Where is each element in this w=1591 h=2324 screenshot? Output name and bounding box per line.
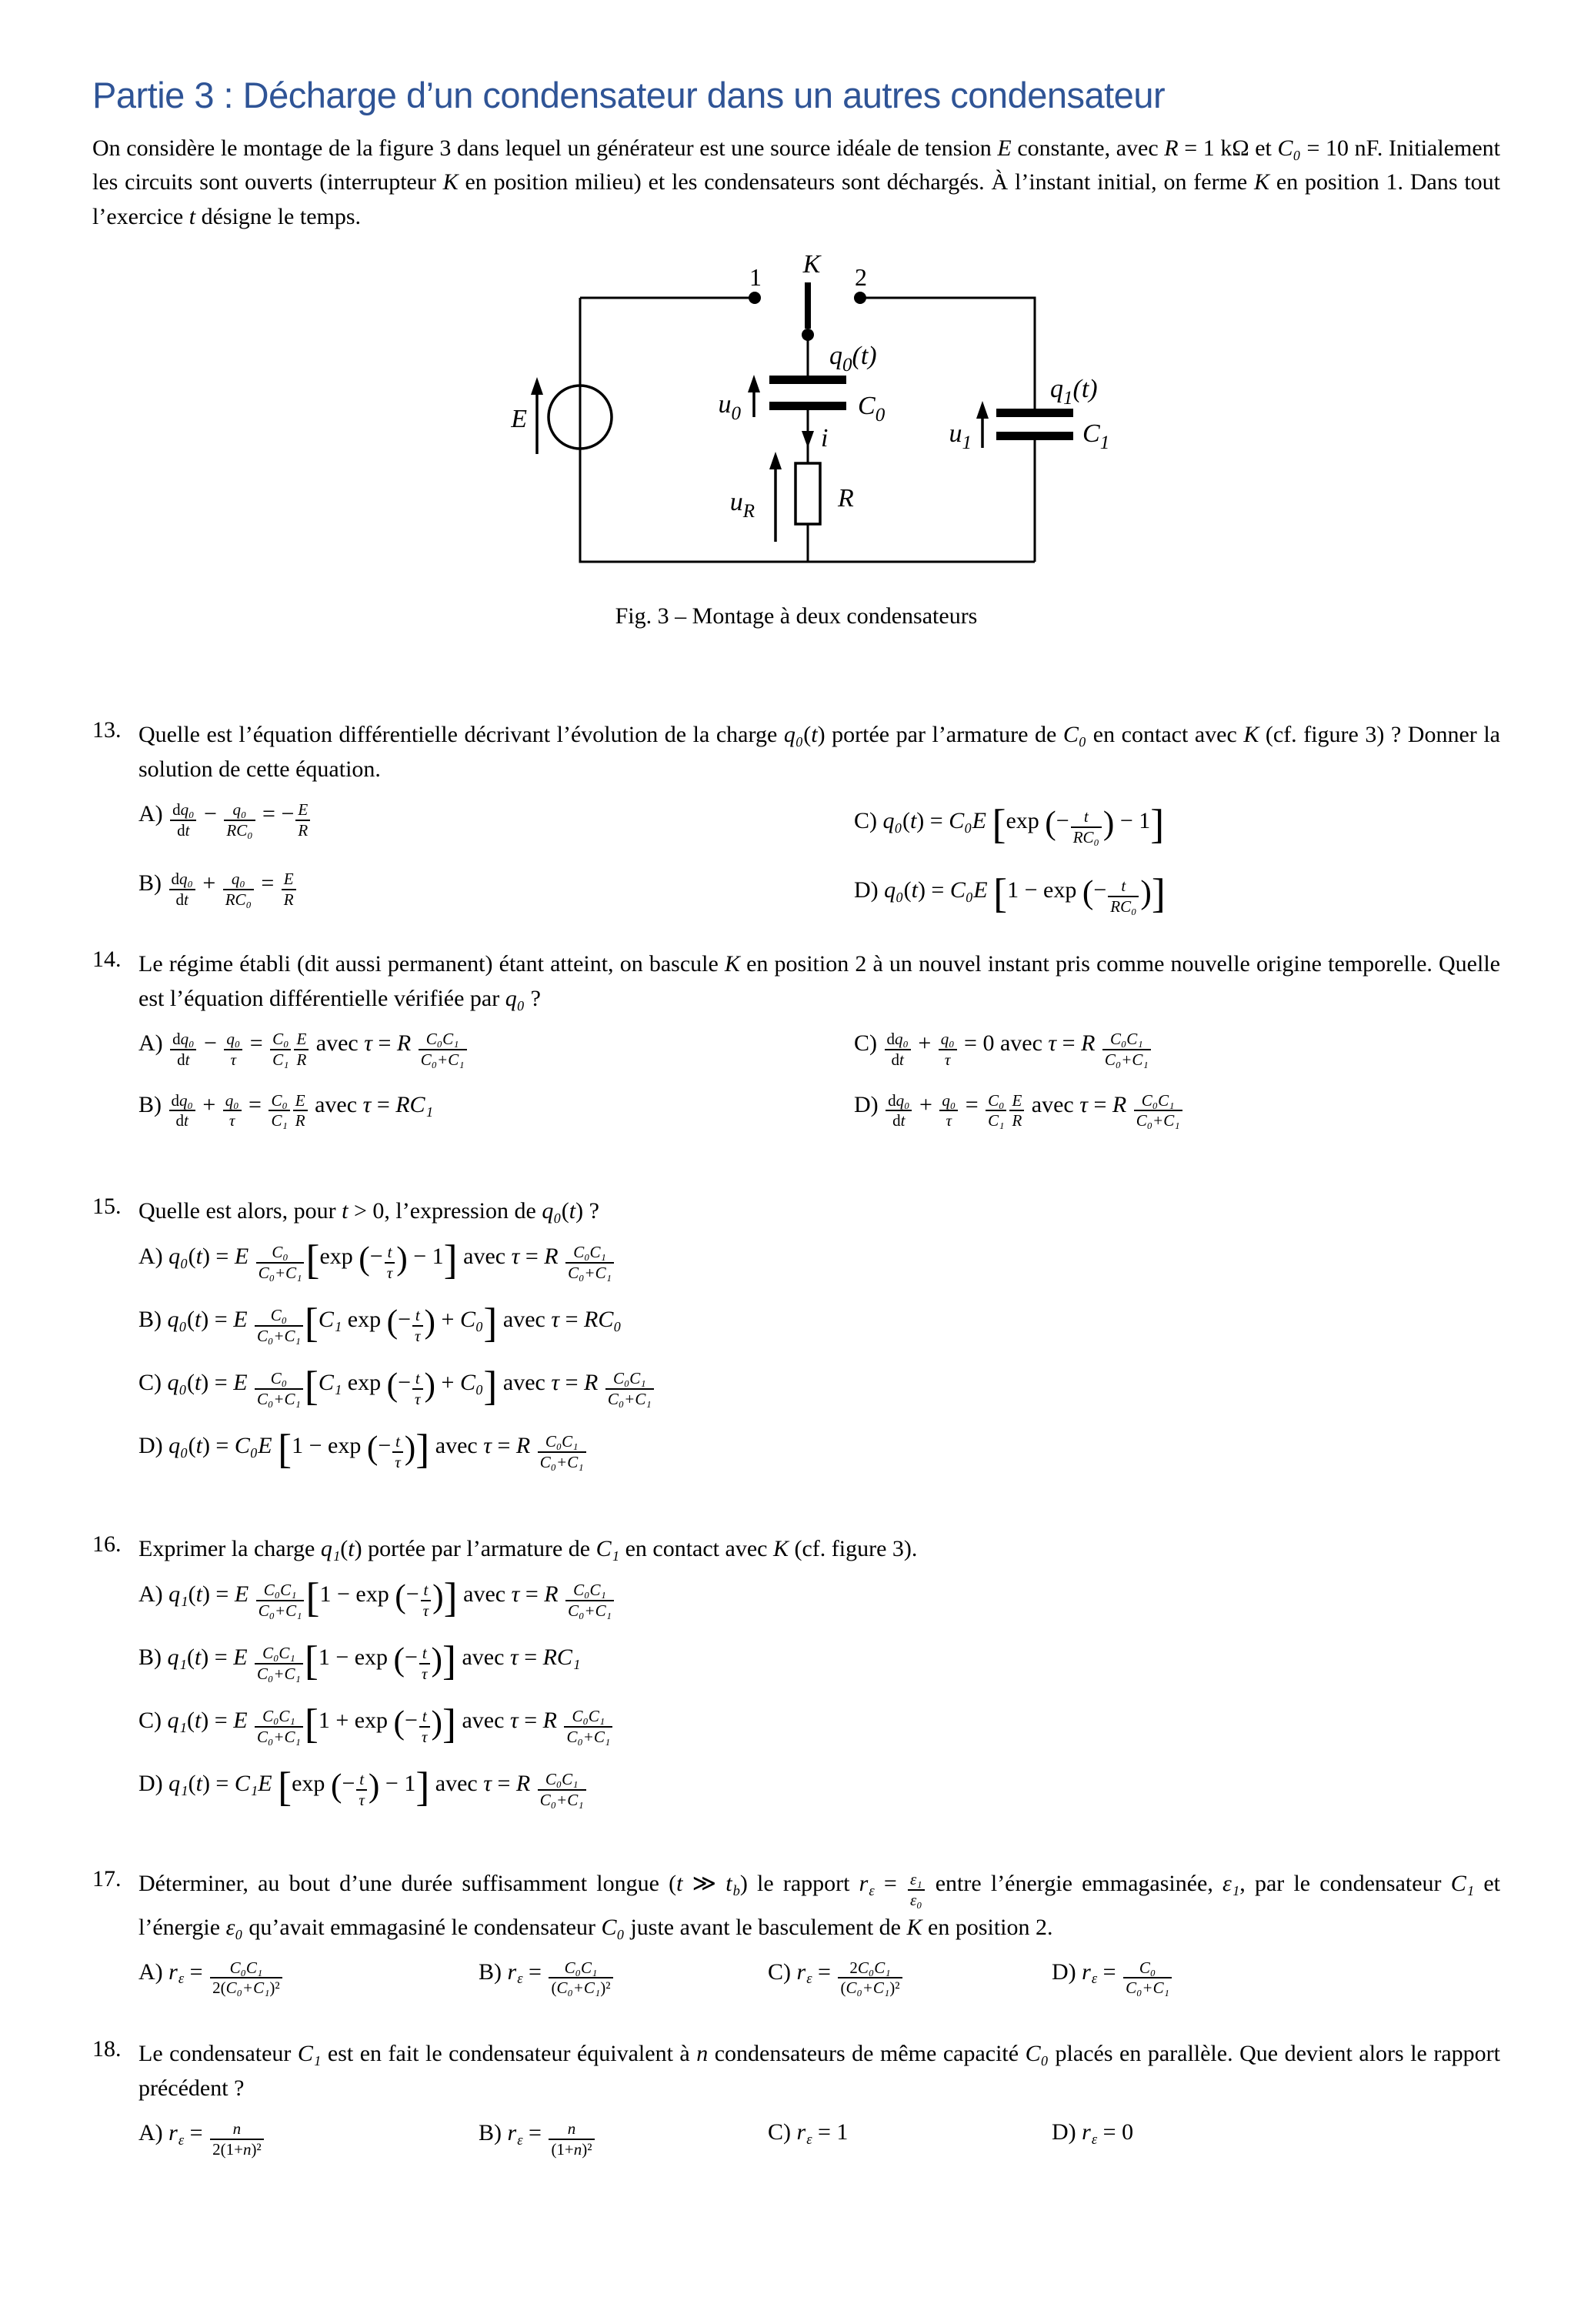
option-D: D) $\frac{\text{dq₀}}{dt}$ + $\frac{\text{q₀}}{\tau}$ = $\frac{\text{C₀}}{\text{C₁}}$ $\frac{E}{R}$ avec τ = R $\frac{\text{C₀C₁}}{\text{C₀+C₁}}$: [854, 1091, 1500, 1131]
question-number: 16.: [92, 1531, 122, 1558]
option-D: D) q₀(t) = C₀E [1 − exp (− $\frac{t}{\text{RC₀}}$ )]: [854, 870, 1166, 917]
question-options: [138, 1574, 1500, 1811]
label-E: E: [511, 405, 527, 434]
resistor-R: [769, 452, 820, 542]
arrow-u1: [976, 401, 989, 419]
circuit-diagram: [481, 240, 1158, 598]
question-number: 14.: [92, 947, 122, 973]
question-17: [92, 1866, 1500, 2013]
option-B: B) $\frac{\text{dq₀}}{dt}$ + $\frac{\text{q₀}}{\tau}$ = $\frac{\text{C₀}}{\text{C₁}}$ $\frac{E}{R}$ avec τ = RC₁: [138, 1090, 433, 1130]
label-i: i: [821, 424, 829, 453]
label-u1: $u_1$: [949, 419, 972, 454]
question-options: [138, 794, 1500, 933]
question-text: Le condensateur C₁ est en fait le condensateur équivalent à n condensateurs de même capacité C₀ placés en parallèle. Que devient alors le rapport précédent ?: [138, 2041, 1500, 2102]
option-D: D) q₁(t) = C₁E [exp (− $\frac{t}{\tau}$ ) − 1] avec τ = R $\frac{\text{C₀C₁}}{\text{C₀+C₁}}$: [138, 1763, 1500, 1811]
option-B: B) q₀(t) = E $\frac{\text{C₀}}{\text{C₀+C₁}}$ [C₁ exp (− $\frac{t}{\tau}$ ) + C₀] avec τ = RC₀: [138, 1300, 622, 1347]
option-B: B) q₁(t) = E $\frac{\text{C₀C₁}}{\text{C₀+C₁}}$ [1 − exp (− $\frac{t}{\tau}$ )] avec τ = RC₁: [138, 1638, 581, 1685]
option-C: C) q₀(t) = C₀E [exp (− $\frac{t}{\text{RC₀}}$ ) − 1]: [854, 801, 1165, 848]
option-D: D) rε = $\frac{\text{C₀}}{\text{C₀+C₁}}$: [1052, 1958, 1500, 1998]
arrow-uR: [769, 452, 782, 469]
option-A: A) q₁(t) = E $\frac{\text{C₀C₁}}{\text{C₀+C₁}}$ [1 − exp (− $\frac{t}{\tau}$ )] avec τ = R $\frac{\text{C₀C₁}}{\text{C₀+C₁}}$: [138, 1574, 1500, 1621]
label-q1: $q_1(t)$: [1050, 375, 1098, 409]
question-number: 13.: [92, 717, 122, 743]
option-C: C) q₁(t) = E $\frac{\text{C₀C₁}}{\text{C₀+C₁}}$ [1 + exp (− $\frac{t}{\tau}$ )] avec τ = R $\frac{\text{C₀C₁}}{\text{C₀+C₁}}$: [138, 1700, 1500, 1748]
option-D: D) rε = 0: [1052, 2119, 1134, 2148]
source-E: [531, 377, 612, 454]
figure-caption: Fig. 3 – Montage à deux condensateurs: [615, 603, 978, 629]
option-C: C) $\frac{\text{dq₀}}{dt}$ + $\frac{\text{q₀}}{\tau}$ = 0 avec τ = R $\frac{\text{C₀C₁}}{\text{C₀+C₁}}$: [854, 1030, 1500, 1070]
page-title: Partie 3 : Décharge d’un condensateur dans un autres condensateur: [92, 75, 1166, 115]
label-pos1: 1: [749, 263, 762, 292]
label-q0: $q_0(t)$: [829, 342, 877, 376]
question-options: [138, 1236, 1500, 1473]
capacitor-C1: [976, 401, 1073, 448]
question-18: [92, 2036, 1500, 2175]
intro-paragraph: On considère le montage de la figure 3 dans lequel un générateur est une source idéale de tension E constante, avec R = 1 kΩ et C₀ = 10 nF. Initialement les circuits sont ouverts (interrupteur K en position milieu) et les condensateurs sont déchargés. À l’instant initial, on ferme K en position 1. Dans tout l’exercice t désigne le temps.: [92, 135, 1500, 229]
option-A: A) $\frac{\text{dq₀}}{dt}$ − $\frac{\text{q₀}}{\tau}$ = $\frac{\text{C₀}}{\text{C₁}}$ $\frac{E}{R}$ avec τ = R $\frac{\text{C₀C₁}}{\text{C₀+C₁}}$: [138, 1030, 854, 1070]
question-text: Quelle est alors, pour t > 0, l’expression de q₀(t) ?: [138, 1198, 599, 1224]
option-A: A) q₀(t) = E $\frac{\text{C₀}}{\text{C₀+C₁}}$ [exp (− $\frac{t}{\tau}$ ) − 1] avec τ = R $\frac{\text{C₀C₁}}{\text{C₀+C₁}}$: [138, 1236, 1500, 1284]
arrow-E: [531, 377, 543, 395]
label-C0: $C_0$: [858, 392, 886, 426]
arrow-u0: [748, 375, 760, 392]
label-C1: $C_1$: [1082, 419, 1110, 454]
option-A: A) rε = $\frac{n}{\text{2(1+n)²}}$: [138, 2119, 479, 2159]
arrow-i: [802, 431, 814, 448]
page: [0, 74, 1591, 2175]
question-13: [92, 717, 1500, 933]
question-text: Déterminer, au bout d’une durée suffisamment longue (t ≫ tb) le rapport rε = $\frac{\text{ε₁}}{\text{ε₀}}$ entre l’énergie emmagasinée, ε₁, par le condensateur C₁ et l’énergie ε₀ qu’avait emmagasiné le condensateur C₀ juste avant le basculement de K en position 2.: [138, 1870, 1501, 1940]
switch-K: [749, 282, 866, 341]
option-C: C) rε = $\frac{\text{2C₀C₁}}{\text{(C₀+C₁)²}}$: [768, 1958, 1052, 1998]
question-options: [138, 1023, 1500, 1146]
figure-3: [92, 240, 1500, 671]
question-16: [92, 1531, 1500, 1826]
option-C: C) q₀(t) = E $\frac{\text{C₀}}{\text{C₀+C₁}}$ [C₁ exp (− $\frac{t}{\tau}$ ) + C₀] avec τ = R $\frac{\text{C₀C₁}}{\text{C₀+C₁}}$: [138, 1362, 1500, 1410]
question-text: Exprimer la charge q₁(t) portée par l’armature de C₁ en contact avec K (cf. figure 3).: [138, 1536, 918, 1562]
option-B: B) $\frac{\text{dq₀}}{dt}$ + $\frac{\text{q₀}}{\text{RC₀}}$ = $\frac{E}{R}$: [138, 870, 854, 917]
option-A: A) $\frac{\text{dq₀}}{dt}$ − $\frac{\text{q₀}}{\text{RC₀}}$ = − $\frac{E}{R}$: [138, 800, 854, 848]
label-pos2: 2: [855, 263, 867, 292]
label-uR: $u_R$: [729, 488, 755, 523]
question-number: 15.: [92, 1194, 122, 1220]
option-A: A) rε = $\frac{\text{C₀C₁}}{\text{2(C₀+C₁)²}}$: [138, 1958, 479, 1998]
label-K: K: [802, 250, 821, 279]
option-C: C) rε = 1: [768, 2119, 849, 2148]
option-D: D) q₀(t) = C₀E [1 − exp (− $\frac{t}{\tau}$ )] avec τ = R $\frac{\text{C₀C₁}}{\text{C₀+C₁}}$: [138, 1425, 1500, 1473]
option-B: B) rε = $\frac{n}{\text{(1+n)²}}$: [479, 2119, 768, 2159]
label-R: R: [838, 484, 854, 513]
question-text: Le régime établi (dit aussi permanent) étant atteint, on bascule K en position 2 à un nouvel instant pris comme nouvelle origine temporelle. Quelle est l’équation différentielle vérifiée par q₀ ?: [138, 951, 1500, 1012]
question-14: [92, 947, 1500, 1146]
option-B: B) rε = $\frac{\text{C₀C₁}}{\text{(C₀+C₁)²}}$: [479, 1958, 768, 1998]
question-number: 17.: [92, 1866, 122, 1892]
question-text: Quelle est l’équation différentielle décrivant l’évolution de la charge q₀(t) portée par l’armature de C₀ en contact avec K (cf. figure 3) ? Donner la solution de cette équation.: [138, 722, 1500, 783]
capacitor-C0: [748, 375, 846, 417]
question-options: [138, 1952, 1500, 2014]
question-15: [92, 1194, 1500, 1488]
question-options: [138, 2113, 1500, 2175]
question-number: 18.: [92, 2036, 122, 2062]
label-u0: $u_0$: [718, 390, 741, 425]
